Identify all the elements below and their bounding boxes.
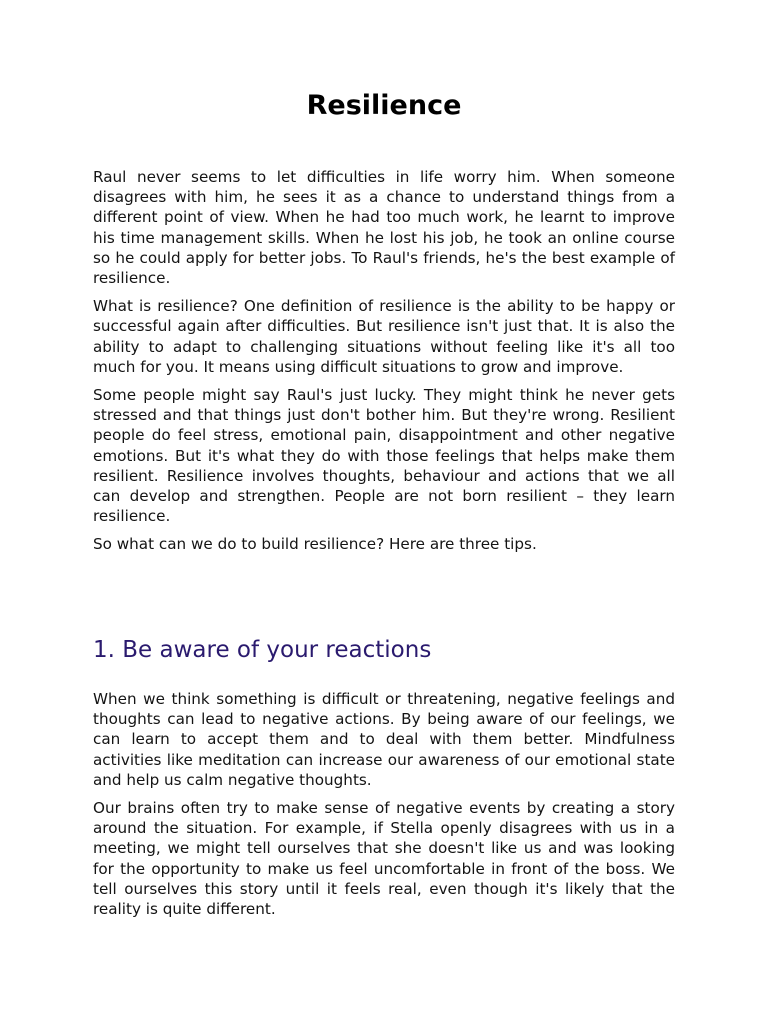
intro-paragraph: What is resilience? One definition of resilience is the ability to be happy or successful again after difficulties. But resilience isn't just that. It is also the ability to adapt to challenging situations without feeling like it's all too much for you. It means using difficult situations to grow and improve. [93,297,675,376]
intro-paragraph: Some people might say Raul's just lucky. They might think he never gets stressed and that things just don't bother him. But they're wrong. Resilient people do feel stress, emotional pain, disappointment and other negative emotions. But it's what they do with those feelings that helps make them resilient. Resilience involves thoughts, behaviour and actions that we all can develop and strengthen. People are not born resilient – they learn resilience. [93,386,675,526]
section-heading: 1. Be aware of your reactions [93,637,432,663]
intro-paragraph: So what can we do to build resilience? Here are three tips. [93,535,537,554]
section-paragraph: Our brains often try to make sense of negative events by creating a story around the situation. For example, if Stella openly disagrees with us in a meeting, we might tell ourselves that she doesn't like us and was looking for the opportunity to make us feel uncomfortable in front of the boss. We tell ourselves this story until it feels real, even though it's likely that the reality is quite different. [93,799,675,919]
intro-paragraph: Raul never seems to let difficulties in life worry him. When someone disagrees with him, he sees it as a chance to understand things from a different point of view. When he had too much work, he learnt to improve his time management skills. When he lost his job, he took an online course so he could apply for better jobs. To Raul's friends, he's the best example of resilience. [93,168,675,288]
page-title: Resilience [306,90,462,121]
section-be-aware [93,630,675,927]
intro-section [93,167,675,563]
section-paragraph: When we think something is difficult or threatening, negative feelings and thoughts can lead to negative actions. By being aware of our feelings, we can learn to accept them and to deal with them better. Mindfulness activities like meditation can increase our awareness of our emotional state and help us calm negative thoughts. [93,690,675,789]
